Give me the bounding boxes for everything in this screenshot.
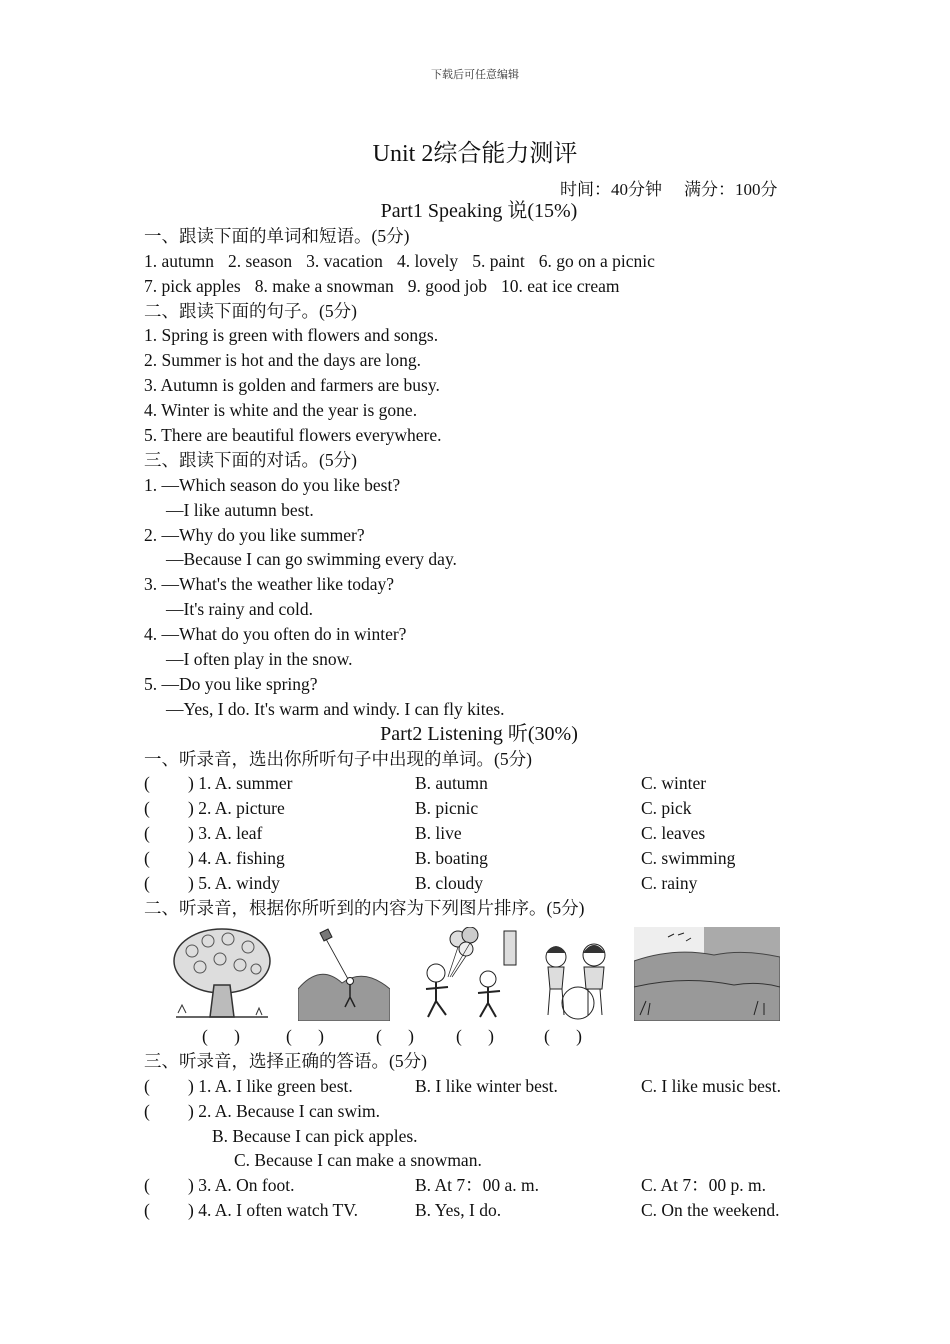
option-c: C. I like music best. xyxy=(641,1075,781,1096)
option-c: C. leaves xyxy=(641,823,706,844)
part1-title: Part1 Speaking 说(15%) xyxy=(380,200,578,222)
exam-content xyxy=(144,199,824,1223)
question-row xyxy=(144,871,824,896)
question-row xyxy=(144,1173,824,1198)
question-stem: ( ) 2. A. Because I can swim. xyxy=(144,1099,824,1124)
page-title: Unit 2综合能力测评 xyxy=(372,141,578,167)
apple-tree-picture xyxy=(170,927,274,1021)
option-b: B. I like winter best. xyxy=(415,1075,558,1096)
word-item: 3. vacation xyxy=(306,250,383,271)
dialog-answer: —I like autumn best. xyxy=(166,499,314,520)
picture-strip xyxy=(144,927,824,1023)
word-item: 6. go on a picnic xyxy=(538,250,655,271)
picture-order-blank[interactable]: ( ) xyxy=(286,1025,324,1046)
snowman-kids-picture xyxy=(538,927,616,1021)
dialog-answer: —I often play in the snow. xyxy=(166,649,353,670)
dialog-answer: —It's rainy and cold. xyxy=(166,599,314,620)
dialog-question: 3. —What's the weather like today? xyxy=(144,574,395,595)
section-heading: 三、听录音，选择正确的答语。(5分) xyxy=(144,1050,427,1071)
kite-hill-picture xyxy=(298,927,390,1021)
answer-blank[interactable]: ( xyxy=(144,873,150,894)
question-stem: ( ) 2. A. picture xyxy=(144,796,285,821)
question-row xyxy=(144,1074,824,1099)
picture-order-blank[interactable]: ( ) xyxy=(456,1025,494,1046)
autumn-field-picture xyxy=(634,927,780,1021)
section-heading: 一、跟读下面的单词和短语。(5分) xyxy=(144,225,410,246)
word-item: 10. eat ice cream xyxy=(500,275,620,296)
word-item: 7. pick apples xyxy=(144,275,241,296)
question-stem: ( ) 4. A. fishing xyxy=(144,846,285,871)
question-stem: ( ) 1. A. I like green best. xyxy=(144,1074,353,1099)
answer-blank[interactable]: ( xyxy=(144,1100,150,1121)
sentence-item: 1. Spring is green with flowers and songs. xyxy=(144,325,439,346)
section-heading: 三、跟读下面的对话。(5分) xyxy=(144,449,357,470)
question-row xyxy=(144,796,824,821)
question-stem: ( ) 3. A. On foot. xyxy=(144,1173,294,1198)
question-row xyxy=(144,821,824,846)
option-b: B. picnic xyxy=(415,798,479,819)
question-stem: ( ) 4. A. I often watch TV. xyxy=(144,1198,358,1223)
dialog-question: 5. —Do you like spring? xyxy=(144,673,318,694)
dialog-question: 1. —Which season do you like best? xyxy=(144,474,401,495)
answer-blank[interactable]: ( xyxy=(144,848,150,869)
option-c: C. At 7：00 p. m. xyxy=(641,1175,766,1196)
question-stem: ( ) 5. A. windy xyxy=(144,871,280,896)
answer-blank[interactable]: ( xyxy=(144,1075,150,1096)
dialog-answer: —Because I can go swimming every day. xyxy=(166,549,457,570)
exam-time: 时间：40分钟 xyxy=(560,180,662,199)
word-item: 2. season xyxy=(228,250,293,271)
part2-title: Part2 Listening 听(30%) xyxy=(380,722,578,745)
answer-blank[interactable]: ( xyxy=(144,1175,150,1196)
question-row xyxy=(144,846,824,871)
option-c: C. Because I can make a snowman. xyxy=(234,1150,482,1171)
word-item: 1. autumn xyxy=(144,250,214,271)
word-item: 9. good job xyxy=(407,275,487,296)
sentence-item: 2. Summer is hot and the days are long. xyxy=(144,350,422,371)
section-heading: 二、跟读下面的句子。(5分) xyxy=(144,300,357,321)
option-c: C. swimming xyxy=(641,848,736,869)
section-heading: 一、听录音，选出你所听句子中出现的单词。(5分) xyxy=(144,748,532,769)
answer-blank[interactable]: ( xyxy=(144,1200,150,1221)
header-note: 下载后可任意编辑 xyxy=(431,69,519,81)
balloons-kids-picture xyxy=(408,927,522,1021)
option-b: B. live xyxy=(415,823,462,844)
exam-meta xyxy=(560,175,778,200)
word-list-row-1 xyxy=(144,249,824,274)
word-list-row-2 xyxy=(144,274,824,299)
sentence-item: 3. Autumn is golden and farmers are busy. xyxy=(144,375,440,396)
option-b: B. Because I can pick apples. xyxy=(212,1125,418,1146)
answer-blank[interactable]: ( xyxy=(144,798,150,819)
picture-order-blanks xyxy=(144,1023,824,1049)
picture-order-blank[interactable]: ( ) xyxy=(544,1025,582,1046)
option-b: B. Yes, I do. xyxy=(415,1200,502,1221)
answer-blank[interactable]: ( xyxy=(144,773,150,794)
question-stem: ( ) 3. A. leaf xyxy=(144,821,262,846)
option-c: C. pick xyxy=(641,798,692,819)
picture-order-blank[interactable]: ( ) xyxy=(202,1025,240,1046)
question-row xyxy=(144,771,824,796)
option-c: C. winter xyxy=(641,773,707,794)
option-c: C. rainy xyxy=(641,873,698,894)
word-item: 8. make a snowman xyxy=(254,275,394,296)
option-b: B. boating xyxy=(415,848,488,869)
dialog-answer: —Yes, I do. It's warm and windy. I can fly kites. xyxy=(166,698,505,719)
dialog-question: 4. —What do you often do in winter? xyxy=(144,624,407,645)
question-row xyxy=(144,1198,824,1223)
section-heading: 二、听录音，根据你所听到的内容为下列图片排序。(5分) xyxy=(144,897,585,918)
option-c: C. On the weekend. xyxy=(641,1200,780,1221)
word-item: 5. paint xyxy=(472,250,525,271)
word-item: 4. lovely xyxy=(396,250,459,271)
option-b: B. At 7：00 a. m. xyxy=(415,1175,539,1196)
option-b: B. cloudy xyxy=(415,873,484,894)
answer-blank[interactable]: ( xyxy=(144,823,150,844)
exam-score: 满分：100分 xyxy=(684,180,778,199)
dialog-question: 2. —Why do you like summer? xyxy=(144,524,365,545)
option-b: B. autumn xyxy=(415,773,488,794)
sentence-item: 5. There are beautiful flowers everywhere. xyxy=(144,425,442,446)
picture-order-blank[interactable]: ( ) xyxy=(376,1025,414,1046)
question-stem: ( ) 1. A. summer xyxy=(144,771,293,796)
sentence-item: 4. Winter is white and the year is gone. xyxy=(144,400,418,421)
